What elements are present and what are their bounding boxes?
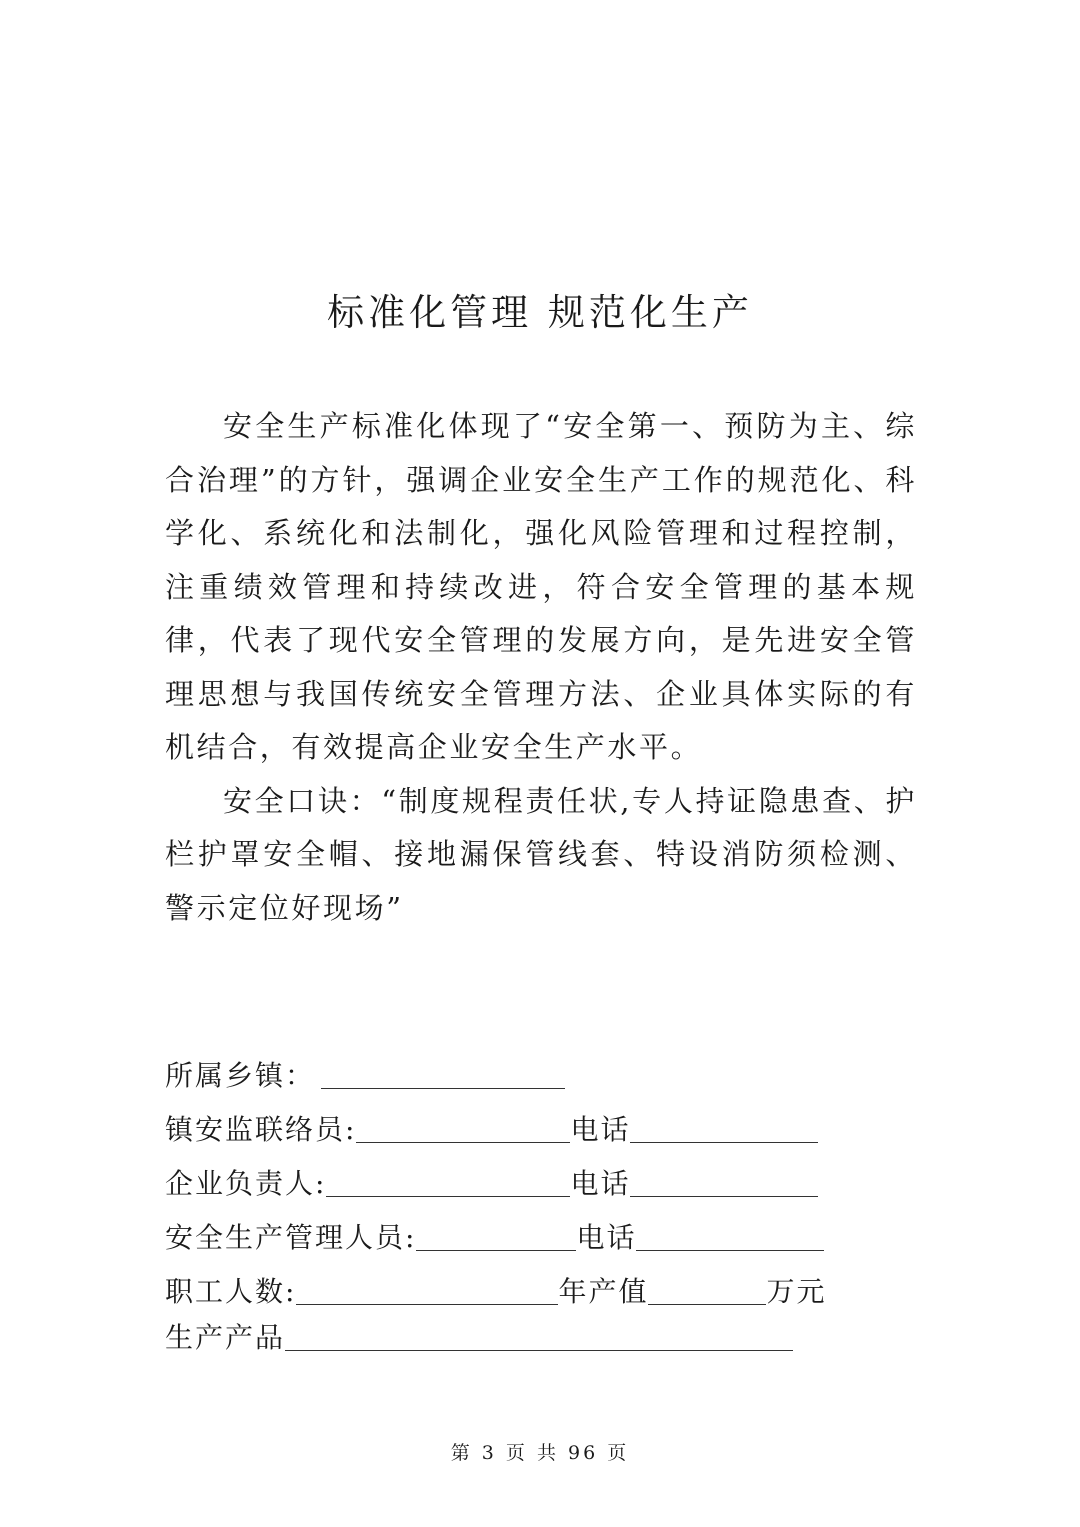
township-field[interactable]	[321, 1060, 565, 1089]
output-field[interactable]	[648, 1276, 766, 1305]
responsible-row	[165, 1162, 818, 1202]
output-label: 年产值	[558, 1275, 649, 1308]
paragraph-standardization: 安全生产标准化体现了“安全第一、预防为主、综合治理”的方针，强调企业安全生产工作的规范化、科学化、系统化和法制化，强化风险管理和过程控制，注重绩效管理和持续改进，符合安全管理的基本规律，代表了现代安全管理的发展方向，是先进安全管理思想与我国传统安全管理方法、企业具体实际的有机结合，有效提高企业安全生产水平。	[165, 409, 917, 764]
page-title: 标准化管理 规范化生产	[327, 291, 753, 334]
liaison-phone-field[interactable]	[630, 1114, 818, 1143]
safety-manager-field[interactable]	[416, 1222, 576, 1251]
safety-manager-phone-field[interactable]	[636, 1222, 824, 1251]
paragraph-safety-slogan: 安全口诀：“制度规程责任状,专人持证隐患查、护栏护罩安全帽、接地漏保管线套、特设消防须检测、警示定位好现场”	[165, 783, 917, 925]
products-label: 生产产品	[165, 1321, 286, 1354]
township-label: 所属乡镇：	[165, 1059, 316, 1092]
liaison-phone-label: 电话	[570, 1113, 631, 1146]
responsible-phone-label: 电话	[570, 1167, 631, 1200]
employees-label: 职工人数:	[165, 1275, 297, 1308]
responsible-phone-field[interactable]	[630, 1168, 818, 1197]
liaison-label: 镇安监联络员:	[165, 1113, 357, 1146]
township-row	[165, 1054, 565, 1094]
page-number: 第 3 页 共 96 页	[450, 1442, 630, 1464]
output-unit: 万元	[766, 1275, 827, 1308]
liaison-field[interactable]	[356, 1114, 570, 1143]
products-field[interactable]	[285, 1322, 793, 1351]
products-row	[165, 1316, 793, 1356]
responsible-label: 企业负责人:	[165, 1167, 327, 1200]
employees-field[interactable]	[296, 1276, 558, 1305]
safety-manager-row	[165, 1216, 824, 1256]
safety-manager-phone-label: 电话	[576, 1221, 637, 1254]
employees-row	[165, 1270, 826, 1310]
liaison-row	[165, 1108, 818, 1148]
body-text	[165, 400, 917, 935]
responsible-field[interactable]	[326, 1168, 570, 1197]
safety-manager-label: 安全生产管理人员:	[165, 1221, 417, 1254]
